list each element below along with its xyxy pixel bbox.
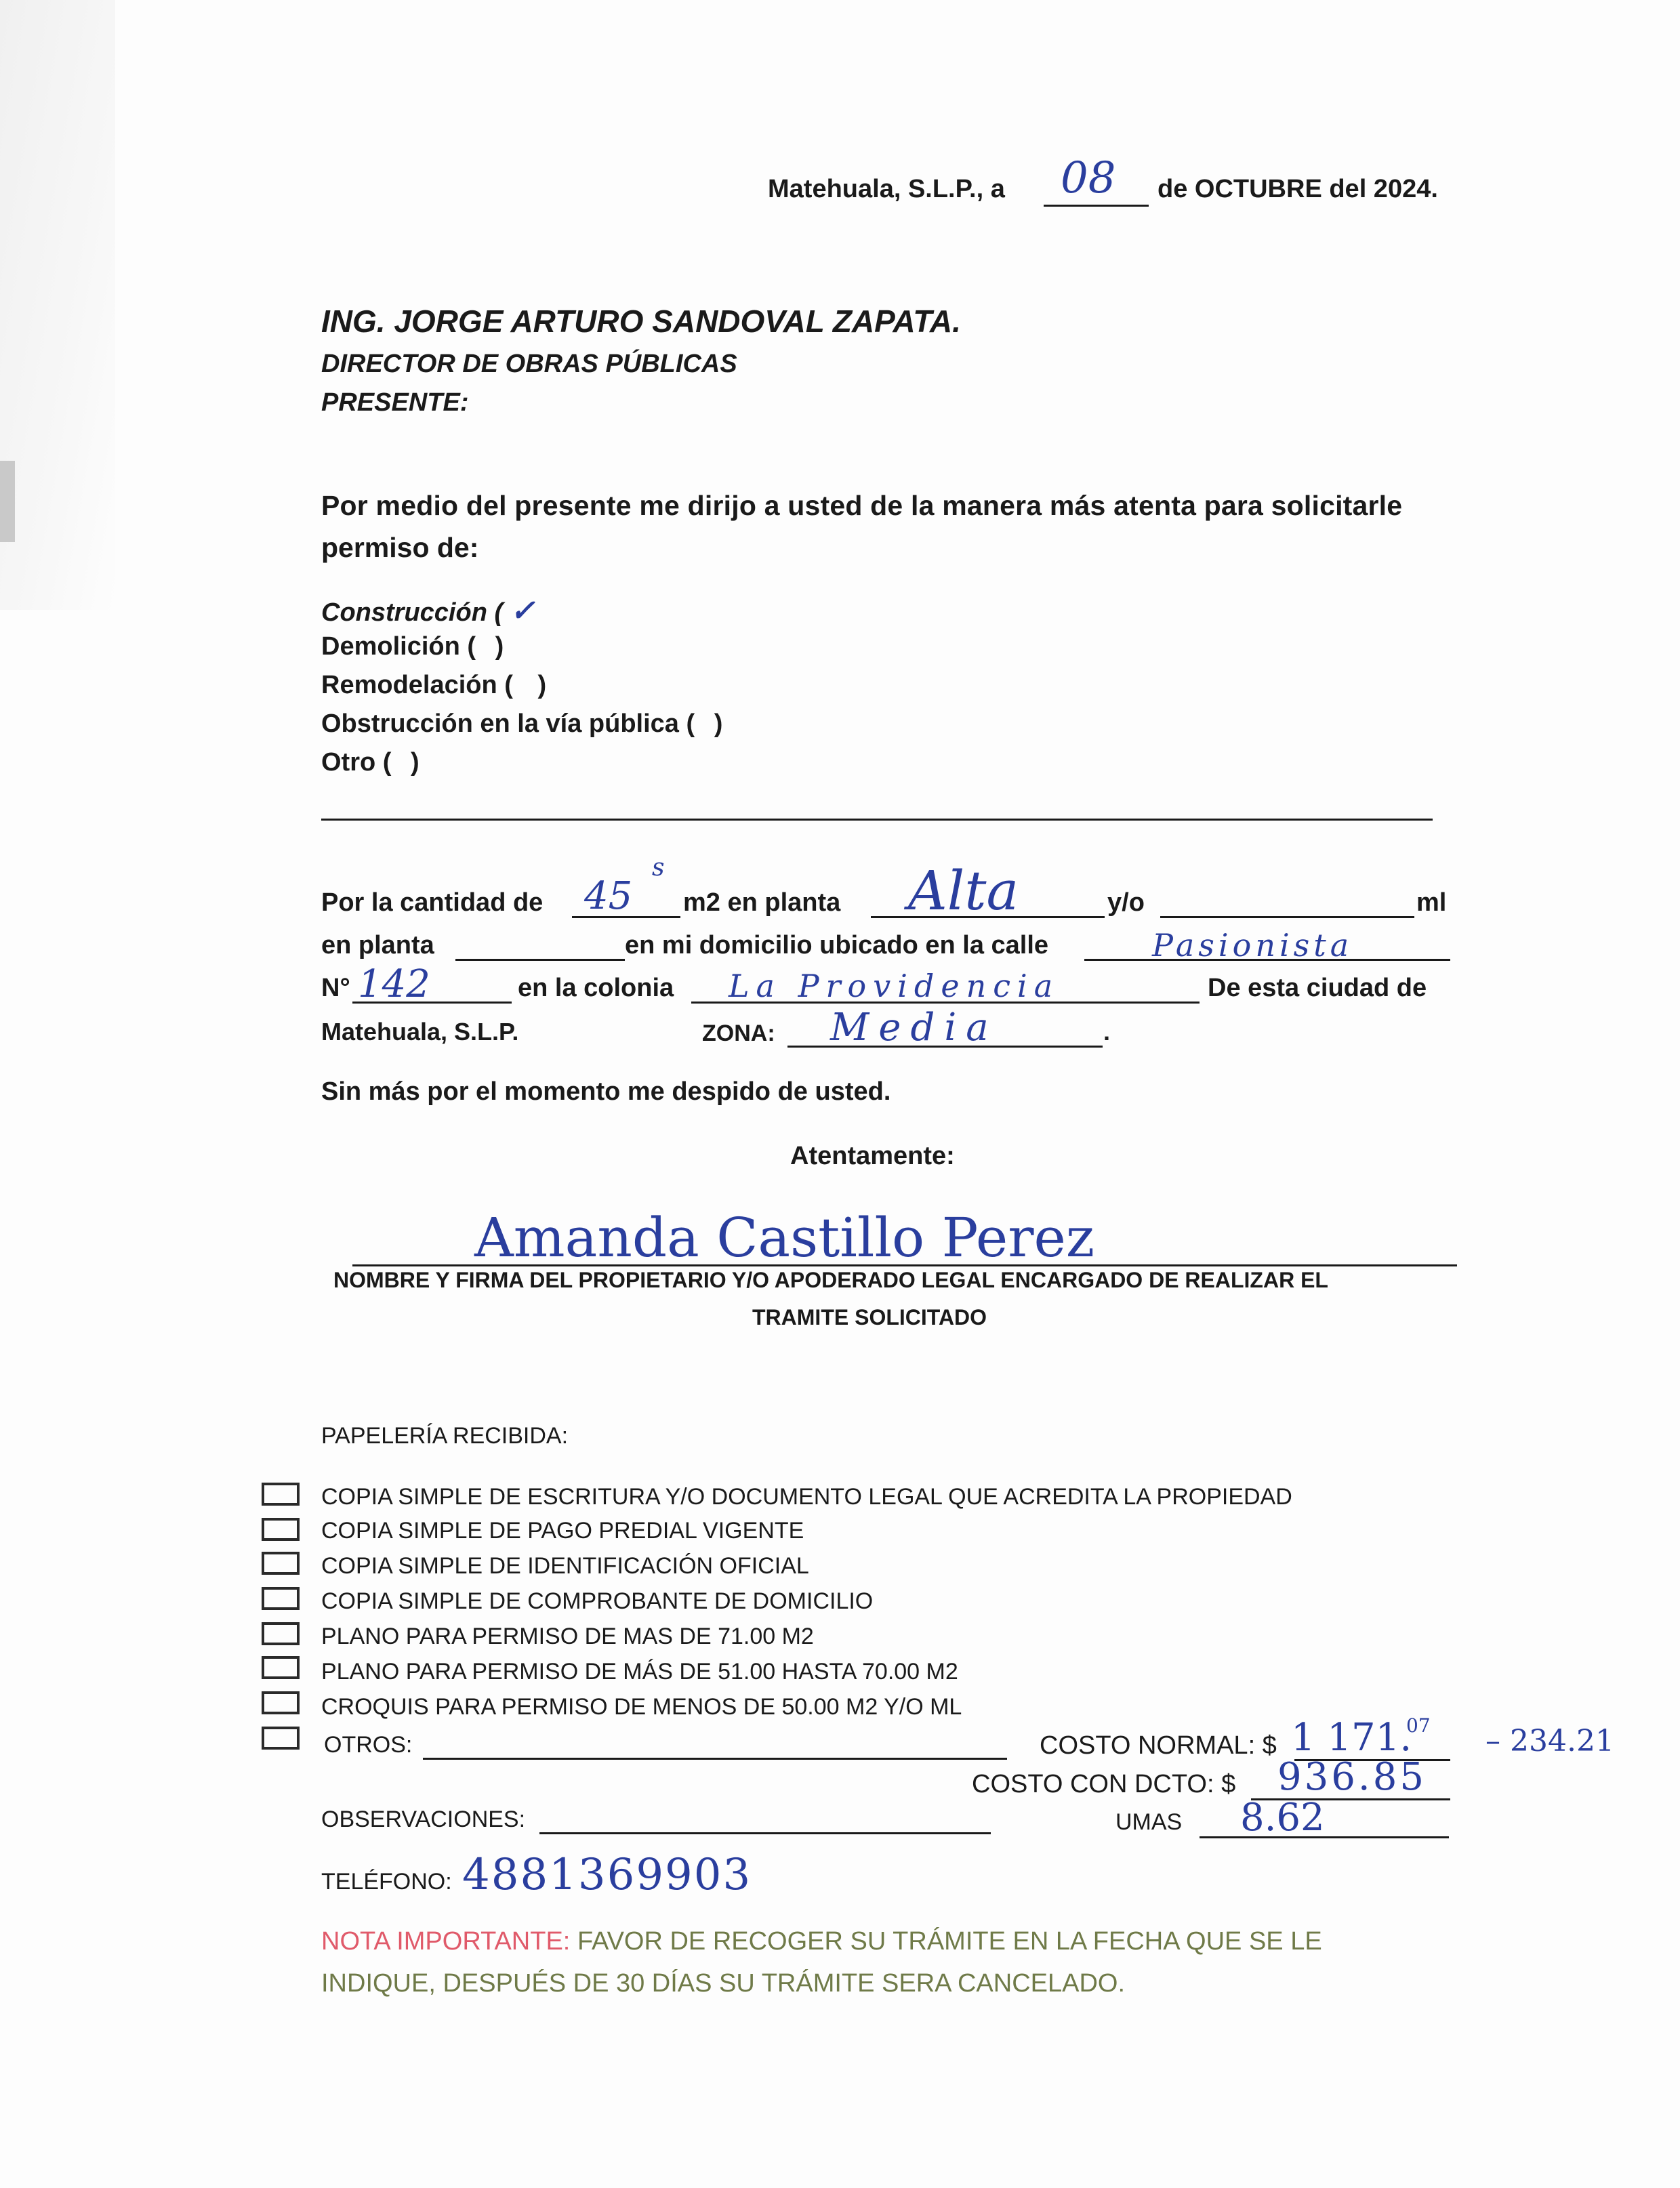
nota-text-2: INDIQUE, DESPUÉS DE 30 DÍAS SU TRÁMITE SERA CANCELADO.: [321, 1969, 1126, 1998]
nota-text-1: FAVOR DE RECOGER SU TRÁMITE EN LA FECHA QUE SE LE: [577, 1927, 1322, 1956]
signature-caption-1: NOMBRE Y FIRMA DEL PROPIETARIO Y/O APODERADO LEGAL ENCARGADO DE REALIZAR EL: [333, 1268, 1328, 1292]
umas-value: 8.62: [1240, 1796, 1325, 1840]
m2-label: m2 en planta: [683, 888, 841, 917]
numero-value: 142: [358, 962, 430, 1006]
numero-label: N°: [321, 974, 350, 1002]
domicilio-label: en mi domicilio ubicado en la calle: [625, 931, 1049, 959]
permit-label: Construcción (: [321, 598, 504, 627]
day-handwritten: 08: [1061, 153, 1116, 203]
yo-label: y/o: [1107, 888, 1145, 917]
intro-line-2: permiso de:: [321, 532, 479, 563]
calle-value: Pasionista: [1152, 927, 1353, 964]
permit-label: Otro (: [321, 748, 392, 777]
cantidad-value: 45: [584, 874, 633, 918]
checkbox-plano-71[interactable]: [262, 1622, 300, 1645]
telefono-value: 4881369903: [462, 1850, 752, 1900]
check-mark-icon: ✓: [510, 594, 535, 628]
zona-period: .: [1103, 1018, 1111, 1046]
date-place: Matehuala, S.L.P., a: [768, 175, 1005, 203]
observaciones-line: [539, 1832, 991, 1834]
zona-value: Media: [830, 1006, 998, 1050]
permit-close: ): [714, 709, 723, 738]
signature-caption-2: TRAMITE SOLICITADO: [752, 1305, 987, 1329]
observaciones-label: OBSERVACIONES:: [321, 1807, 526, 1832]
recipient-presente: PRESENTE:: [321, 388, 469, 417]
doc-item-identificacion: COPIA SIMPLE DE IDENTIFICACIÓN OFICIAL: [321, 1553, 809, 1579]
ml-line: [1160, 916, 1414, 918]
doc-item-plano-71: PLANO PARA PERMISO DE MAS DE 71.00 M2: [321, 1624, 814, 1649]
telefono-label: TELÉFONO:: [321, 1869, 452, 1895]
permit-obstruccion[interactable]: [321, 709, 722, 739]
checkbox-identificacion[interactable]: [262, 1552, 300, 1575]
costo-dcto-value: 936.85: [1277, 1755, 1427, 1799]
umas-label: UMAS: [1115, 1809, 1183, 1835]
en-planta-label: en planta: [321, 931, 434, 959]
recipient-role: DIRECTOR DE OBRAS PÚBLICAS: [321, 350, 737, 378]
permit-label: Remodelación (: [321, 671, 513, 699]
permit-label: Demolición (: [321, 632, 476, 661]
cantidad-superscript: s: [652, 854, 665, 882]
farewell-text: Sin más por el momento me despido de usted.: [321, 1077, 891, 1106]
checkbox-croquis[interactable]: [262, 1691, 300, 1714]
signature-handwritten: Amanda Castillo Perez: [474, 1206, 1094, 1269]
zona-label: ZONA:: [702, 1020, 775, 1046]
atentamente-text: Atentamente:: [790, 1142, 955, 1170]
nota-line-1: [321, 1927, 1322, 1956]
recipient-name: ING. JORGE ARTURO SANDOVAL ZAPATA.: [321, 304, 961, 339]
costo-normal-value: 1 171.: [1291, 1716, 1412, 1760]
otros-line: [423, 1758, 1007, 1760]
checkbox-domicilio[interactable]: [262, 1587, 300, 1610]
permit-remodelacion[interactable]: [321, 671, 546, 700]
cantidad-label: Por la cantidad de: [321, 888, 544, 917]
colonia-value: La Providencia: [729, 968, 1060, 1004]
permit-demolicion[interactable]: [321, 632, 504, 661]
scan-edge-mark: [0, 461, 15, 542]
scan-shadow: [0, 0, 115, 610]
intro-line-1: Por medio del presente me dirijo a usted de la manera más atenta para solicitarle: [321, 490, 1403, 521]
papeleria-title: PAPELERÍA RECIBIDA:: [321, 1423, 569, 1449]
doc-item-predial: COPIA SIMPLE DE PAGO PREDIAL VIGENTE: [321, 1518, 804, 1544]
permit-otro[interactable]: [321, 748, 419, 777]
ciudad-value: Matehuala, S.L.P.: [321, 1018, 519, 1046]
permit-close: ): [537, 671, 547, 699]
checkbox-otros[interactable]: [262, 1727, 300, 1750]
doc-item-escritura: COPIA SIMPLE DE ESCRITURA Y/O DOCUMENTO LEGAL QUE ACREDITA LA PROPIEDAD: [321, 1484, 1292, 1510]
costo-normal-note: – 234.21: [1486, 1724, 1614, 1758]
doc-item-plano-51: PLANO PARA PERMISO DE MÁS DE 51.00 HASTA 70.00 M2: [321, 1659, 958, 1685]
date-month-year: de OCTUBRE del 2024.: [1157, 175, 1438, 203]
ml-label: ml: [1416, 888, 1447, 917]
permit-close: ): [495, 632, 504, 661]
checkbox-predial[interactable]: [262, 1518, 300, 1541]
permit-close: ): [411, 748, 419, 777]
doc-item-otros-label: OTROS:: [324, 1732, 413, 1758]
doc-item-croquis: CROQUIS PARA PERMISO DE MENOS DE 50.00 M2 Y/O ML: [321, 1694, 962, 1720]
permit-label: Obstrucción en la vía pública (: [321, 709, 695, 738]
ciudad-label: De esta ciudad de: [1208, 974, 1427, 1002]
checkbox-escritura[interactable]: [262, 1483, 300, 1506]
day-blank-line: [1044, 205, 1149, 207]
costo-normal-cents: 07: [1406, 1714, 1431, 1737]
costo-normal-label: COSTO NORMAL: $: [1040, 1731, 1277, 1760]
colonia-label: en la colonia: [518, 974, 674, 1002]
en-planta-line: [455, 959, 625, 961]
planta-value: Alta: [908, 859, 1019, 922]
permit-other-line: [321, 819, 1433, 821]
permit-construccion[interactable]: [321, 594, 535, 628]
nota-label: NOTA IMPORTANTE:: [321, 1927, 571, 1956]
doc-item-domicilio: COPIA SIMPLE DE COMPROBANTE DE DOMICILIO: [321, 1588, 874, 1614]
checkbox-plano-51[interactable]: [262, 1656, 300, 1679]
costo-dcto-label: COSTO CON DCTO: $: [972, 1770, 1236, 1798]
